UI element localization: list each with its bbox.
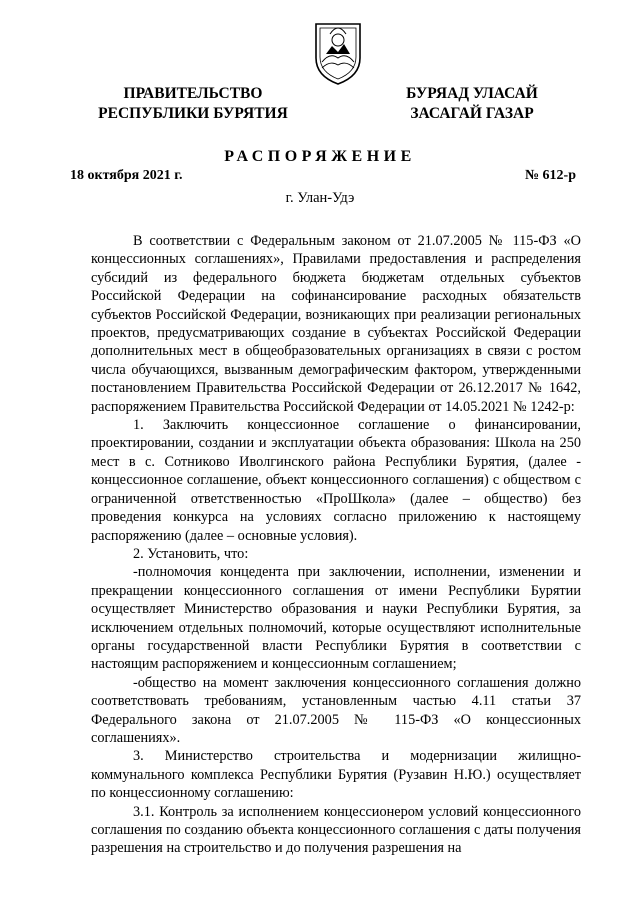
- coat-of-arms-icon: [312, 18, 364, 86]
- document-title: РАСПОРЯЖЕНИЕ: [224, 148, 416, 165]
- government-name-bua-line1: БУРЯАД УЛАСАЙ: [406, 85, 538, 102]
- document-body: [91, 232, 581, 858]
- government-name-ru-line1: ПРАВИТЕЛЬСТВО: [123, 85, 263, 102]
- clause-2-item-2-paragraph: -общество на момент заключения концессионного соглашения должно соответствовать требованиям, установленным частью 4.11 статьи 37 Федерального закона от 21.07.2005 № 115-ФЗ «О концессионных соглашениях».: [91, 674, 581, 746]
- document-number: № 612-р: [524, 168, 576, 183]
- clause-2-item-1-paragraph: -полномочия концедента при заключении, исполнении, изменении и прекращении концессионного соглашения от имени Республики Бурятии осуществляет Министерство образования и науки Республики Бурятия, за исключением отдельных полномочий, которые осуществляют исполнительные органы государственной власти Республики Бурятия в соответствии с настоящим распоряжением и концессионным соглашением;: [91, 564, 581, 673]
- document-date: 18 октября 2021 г.: [70, 168, 183, 183]
- government-name-bua-line2: ЗАСАГАЙ ГАЗАР: [410, 105, 534, 122]
- clause-3-1-paragraph: 3.1. Контроль за исполнением концессионером условий концессионного соглашения по созданию объекта концессионного соглашения с даты получения разрешения на строительство и до получения разрешения на: [91, 803, 581, 857]
- government-name-ru: [88, 84, 298, 124]
- clause-1-paragraph: 1. Заключить концессионное соглашение о финансировании, проектировании, создании и эксплуатации объекта образования: Школа на 250 мест в с. Сотниково Иволгинского района Республики Бурятия, (далее - концессионное соглашение, объект концессионного соглашения) с обществом с ограниченной ответственностью «ПроШкола» (далее – общество) без проведения конкурса на условиях согласно приложению к настоящему распоряжению (далее – основные условия).: [91, 417, 581, 544]
- government-name-ru-line2: РЕСПУБЛИКИ БУРЯТИЯ: [98, 105, 288, 122]
- clause-3-paragraph: 3. Министерство строительства и модернизации жилищно-коммунального комплекса Республики Бурятия (Рузавин Н.Ю.) осуществляет по концессионному соглашению:: [91, 748, 581, 802]
- preamble-paragraph: В соответствии с Федеральным законом от 21.07.2005 № 115-ФЗ «О концессионных соглашениях», Правилами предоставления и распределения субсидий из федерального бюджета бюджетам отдельных субъектов Российской Федерации на софинансирование расходных обязательств субъектов Российской Федерации, возникающих при реализации региональных проектов, предусматривающих создание в субъектах Российской Федерации дополнительных мест в общеобразовательных организациях в связи с ростом числа обучающихся, вызванным демографическим фактором, утвержденными постановлением Правительства Российской Федерации от 26.12.2017 № 1642, распоряжением Правительства Российской Федерации от 14.05.2021 № 1242-р:: [91, 233, 581, 415]
- clause-2-paragraph: 2. Установить, что:: [133, 545, 249, 562]
- document-city: г. Улан-Удэ: [285, 190, 355, 206]
- government-name-bua: [392, 84, 552, 124]
